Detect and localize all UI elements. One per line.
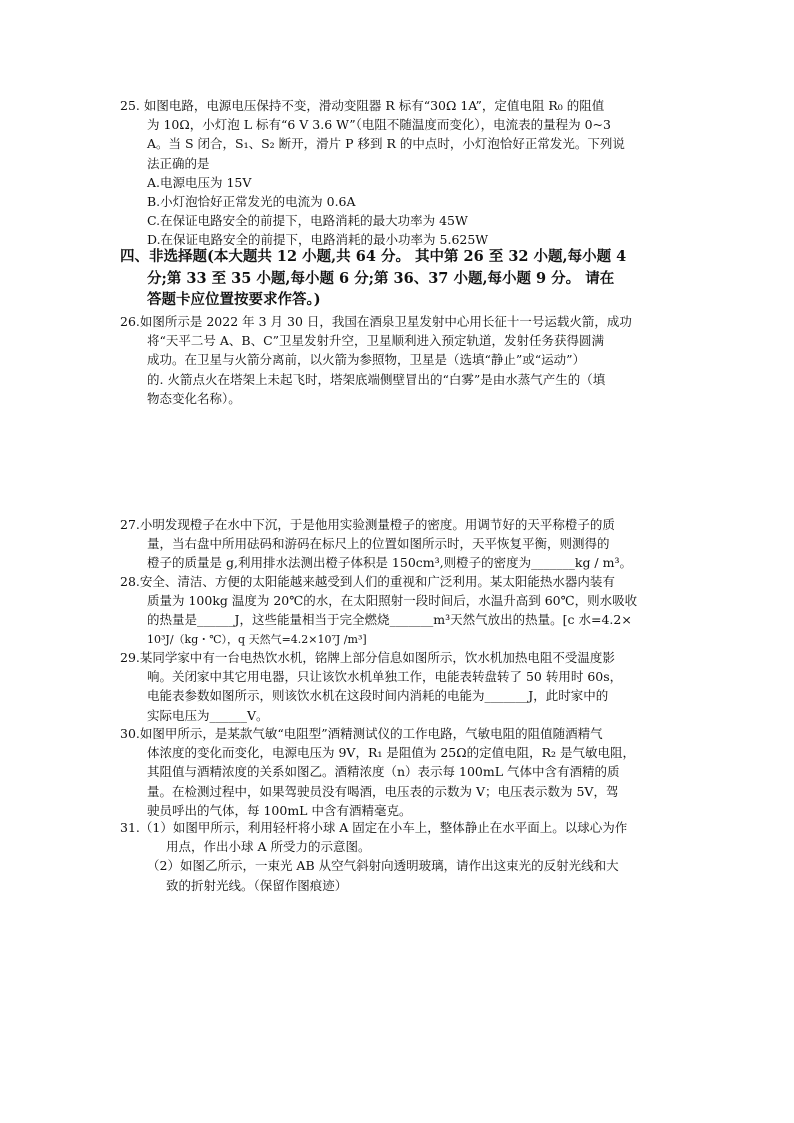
q25-line-4: 法正确的是 <box>147 155 210 171</box>
q26-line-5: 物态变化名称）。 <box>147 390 241 406</box>
q30-line-4: 量。在检测过程中，如果驾驶员没有喝酒，电压表的示数为 V；电压表示数为 5V，驾 <box>147 783 619 799</box>
q25-option-c: C.在保证电路安全的前提下，电路消耗的最大功率为 45W <box>147 213 468 229</box>
q31-line-1: 31.（1）如图甲所示，利用轻杆将小球 A 固定在小车上，整体静止在水平面上。以球心为作 <box>120 820 628 835</box>
q30-line-1: 30.如图甲所示，是某款气敏“电阻型”酒精测试仪的工作电路，气敏电阻的阻值随酒精气 <box>120 726 603 741</box>
q27-line-1: 27.小明发现橙子在水中下沉，于是他用实验测量橙子的密度。用调节好的天平称橙子的质 <box>120 517 615 532</box>
q25-option-a: A.电源电压为 15V <box>147 174 252 190</box>
q25-option-d: D.在保证电路安全的前提下，电路消耗的最小功率为 5.625W <box>147 232 489 248</box>
section-4-line-2: 分;第 33 至 35 小题,每小题 6 分;第 36、37 小题,每小题 9 分。 请在 <box>147 269 615 287</box>
q28-line-1: 28.安全、清洁、方便的太阳能越来越受到人们的重视和广泛利用。某太阳能热水器内装有 <box>120 574 615 589</box>
q28-line-4: 10³J/（kg・℃），q 天然气=4.2×10⁷J /m³] <box>147 632 367 646</box>
question-31 <box>120 818 676 895</box>
q26-line-1: 26.如图所示是 2022 年 3 月 30 日，我国在酒泉卫星发射中心用长征十一号运载火箭，成功 <box>120 314 632 329</box>
q25-line-1: 25. 如图电路，电源电压保持不变，滑动变阻器 R 标有“30Ω 1A”，定值电阻 R₀ 的阻值 <box>120 98 605 113</box>
q25-line-2: 为 10Ω，小灯泡 L 标有“6 V 3.6 W”（电阻不随温度而变化），电流表的量程为 0~3 <box>147 117 611 133</box>
q29-line-4: 实际电压为______V。 <box>147 707 269 723</box>
q26-line-4: 的. 火箭点火在塔架上未起飞时，塔架底端侧壁冒出的“白雾”是由水蒸气产生的（填 <box>147 371 606 387</box>
q27-line-3: 橙子的质量是 g,利用排水法测出橙子体积是 150cm³,则橙子的密度为_______kg / m³。 <box>147 555 632 571</box>
q31-line-4: 致的折射光线。（保留作图痕迹） <box>166 877 348 893</box>
question-26 <box>120 312 676 408</box>
question-29 <box>120 648 676 725</box>
q26-line-2: 将“天平二号 A、B、C”卫星发射升空，卫星顺利进入预定轨道，发射任务获得圆满 <box>147 333 605 349</box>
q29-line-3: 电能表参数如图所示，则该饮水机在这段时间内消耗的电能为_______J，此时家中的 <box>147 688 609 704</box>
q25-option-b: B.小灯泡恰好正常发光的电流为 0.6A <box>147 194 356 210</box>
question-28 <box>120 572 676 649</box>
q25-line-3: A。当 S 闭合，S₁、S₂ 断开，滑片 P 移到 R 的中点时，小灯泡恰好正常发光。下列说 <box>147 136 625 152</box>
q26-line-3: 成功。在卫星与火箭分离前，以火箭为参照物，卫星是（选填“静止”或“运动”） <box>147 352 586 368</box>
question-25 <box>120 96 676 250</box>
q31-line-3: （2）如图乙所示，一束光 AB 从空气斜射向透明玻璃，请作出这束光的反射光线和大 <box>147 858 619 874</box>
q27-line-2: 量，当右盘中所用砝码和游码在标尺上的位置如图所示时，天平恢复平衡，则测得的 <box>147 536 610 552</box>
q29-line-1: 29.某同学家中有一台电热饮水机，铭牌上部分信息如图所示，饮水机加热电阻不受温度影 <box>120 650 615 665</box>
q30-line-2: 体浓度的变化而变化，电源电压为 9V，R₁ 是阻值为 25Ω的定值电阻，R₂ 是气敏电阻， <box>147 745 635 761</box>
q30-line-3: 其阻值与酒精浓度的关系如图乙。酒精浓度（n）表示每 100mL 气体中含有酒精的质 <box>147 764 620 780</box>
q30-line-5: 驶员呼出的气体，每 100mL 中含有酒精毫克。 <box>147 802 412 818</box>
q28-line-3: 的热量是______J，这些能量相当于完全燃烧_______m³天然气放出的热量。[c 水=4.2× <box>147 612 632 628</box>
section-4-line-3: 答题卡应位置按要求作答。) <box>147 291 321 308</box>
section-4-line-1: 四、非选择题(本大题共 12 小题,共 64 分。 其中第 26 至 32 小题,每小题 4 <box>120 248 627 265</box>
q28-line-2: 质量为 100kg 温度为 20℃的水，在太阳照射一段时间后，水温升高到 60℃，则水吸收 <box>147 593 638 609</box>
section-4-heading <box>120 246 680 311</box>
q29-line-2: 响。关闭家中其它用电器，只让该饮水机单独工作，电能表转盘转了 50 转用时 60s， <box>147 669 623 685</box>
question-27 <box>120 515 676 573</box>
q31-line-2: 用点，作出小球 A 所受力的示意图。 <box>166 839 371 855</box>
question-30 <box>120 724 676 820</box>
